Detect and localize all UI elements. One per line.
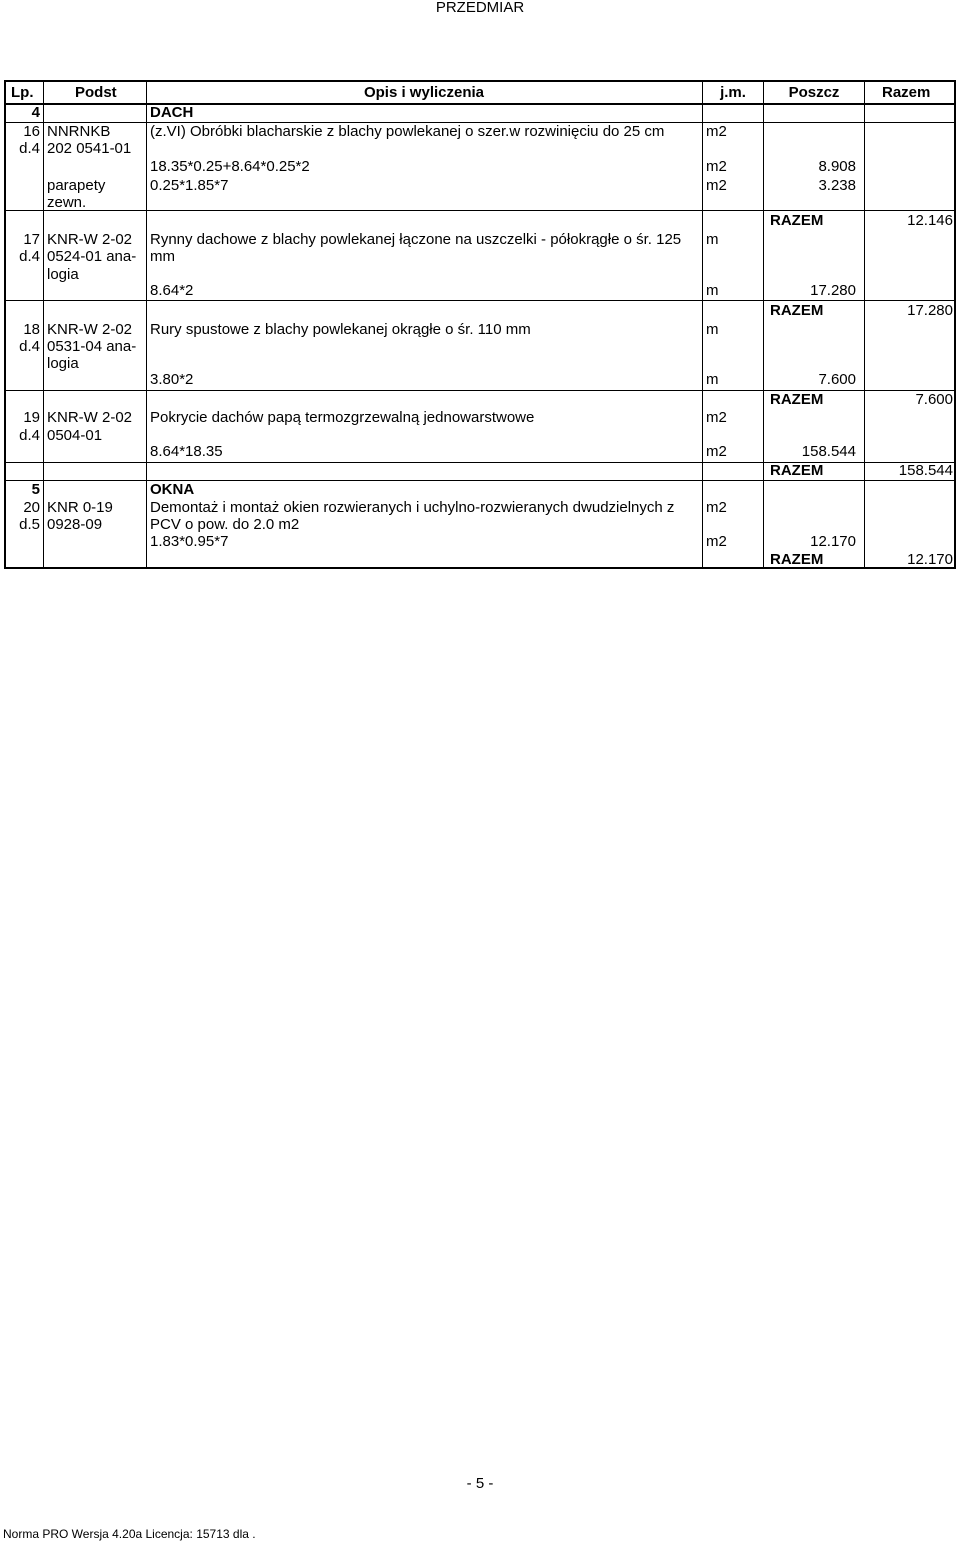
unit: m <box>706 321 719 338</box>
column-divider <box>763 82 764 567</box>
basis-code: logia <box>47 355 79 372</box>
position-number: 18 <box>23 321 40 338</box>
basis-code: KNR-W 2-02 <box>47 409 133 426</box>
col-header-poszcz: Poszcz <box>788 84 840 101</box>
unit: m2 <box>706 409 727 426</box>
row-divider <box>6 480 954 481</box>
position-number: 19 <box>23 409 40 426</box>
calculation: 0.25*1.85*7 <box>150 177 229 194</box>
total-value: 12.170 <box>907 551 953 568</box>
total-label: RAZEM <box>770 462 824 479</box>
col-header-podst: Podst <box>75 84 117 101</box>
unit: m2 <box>706 443 727 460</box>
row-divider <box>6 300 954 301</box>
item-description: mm <box>150 248 175 265</box>
section-title: DACH <box>150 104 194 121</box>
total-value: 7.600 <box>915 391 953 408</box>
col-header-lp: Lp. <box>11 84 34 101</box>
position-number: 16 <box>23 123 40 140</box>
unit: m <box>706 371 719 388</box>
item-description: Rury spustowe z blachy powlekanej okrągłe o śr. 110 mm <box>150 321 531 338</box>
column-divider <box>702 82 703 567</box>
basis-code: NNRNKB <box>47 123 111 140</box>
basis-code: KNR-W 2-02 <box>47 321 133 338</box>
col-header-jm: j.m. <box>720 84 746 101</box>
page-number: - 5 - <box>466 1475 494 1492</box>
column-divider <box>43 82 44 567</box>
position-number: 17 <box>23 231 40 248</box>
basis-note: parapety <box>47 177 106 194</box>
calculation: 8.64*2 <box>150 282 194 299</box>
col-header-opis: Opis i wyliczenia <box>363 84 485 101</box>
partial-value: 158.544 <box>801 443 856 460</box>
total-value: 158.544 <box>898 462 953 479</box>
partial-value: 17.280 <box>810 282 856 299</box>
unit: m2 <box>706 499 727 516</box>
page-title: PRZEDMIAR <box>435 0 525 16</box>
section-number: 4 <box>31 104 40 121</box>
basis-code: 0531-04 ana- <box>47 338 137 355</box>
basis-code: 0524-01 ana- <box>47 248 137 265</box>
section-title: OKNA <box>150 481 195 498</box>
item-description: (z.VI) Obróbki blacharskie z blachy powlekanej o szer.w rozwinięciu do 25 cm <box>150 123 665 140</box>
position-number: 20 <box>23 499 40 516</box>
basis-code: KNR-W 2-02 <box>47 231 133 248</box>
calculation: 8.64*18.35 <box>150 443 223 460</box>
unit: m2 <box>706 158 727 175</box>
basis-code: KNR 0-19 <box>47 499 113 516</box>
total-label: RAZEM <box>770 302 824 319</box>
unit: m2 <box>706 123 727 140</box>
basis-code: 0504-01 <box>47 427 103 444</box>
column-divider <box>146 82 147 567</box>
section-number: 5 <box>31 481 40 498</box>
total-value: 17.280 <box>907 302 953 319</box>
col-header-razem: Razem <box>882 84 931 101</box>
calculation: 1.83*0.95*7 <box>150 533 229 550</box>
basis-code: 202 0541-01 <box>47 140 132 157</box>
item-description: Rynny dachowe z blachy powlekanej łączone na uszczelki - półokrągłe o śr. 125 <box>150 231 682 248</box>
partial-value: 7.600 <box>818 371 856 388</box>
basis-note: zewn. <box>47 194 87 211</box>
position-chapter: d.4 <box>19 248 40 265</box>
item-description: Demontaż i montaż okien rozwieranych i uchylno-rozwieranych dwudzielnych z <box>150 499 675 516</box>
calculation: 3.80*2 <box>150 371 194 388</box>
position-chapter: d.4 <box>19 427 40 444</box>
total-label: RAZEM <box>770 551 824 568</box>
unit: m2 <box>706 177 727 194</box>
calculation: 18.35*0.25+8.64*0.25*2 <box>150 158 310 175</box>
item-description: Pokrycie dachów papą termozgrzewalną jednowarstwowe <box>150 409 535 426</box>
partial-value: 8.908 <box>818 158 856 175</box>
partial-value: 12.170 <box>810 533 856 550</box>
basis-code: 0928-09 <box>47 516 103 533</box>
total-label: RAZEM <box>770 212 824 229</box>
unit: m <box>706 231 719 248</box>
position-chapter: d.4 <box>19 140 40 157</box>
total-label: RAZEM <box>770 391 824 408</box>
unit: m2 <box>706 533 727 550</box>
basis-code: logia <box>47 266 79 283</box>
license-note: Norma PRO Wersja 4.20a Licencja: 15713 dla . <box>3 1527 256 1541</box>
item-description: PCV o pow. do 2.0 m2 <box>150 516 300 533</box>
total-value: 12.146 <box>907 212 953 229</box>
position-chapter: d.5 <box>19 516 40 533</box>
column-divider <box>864 82 865 567</box>
partial-value: 3.238 <box>818 177 856 194</box>
header-divider <box>6 103 954 105</box>
cost-estimate-table <box>4 80 956 569</box>
row-divider <box>6 210 954 211</box>
position-chapter: d.4 <box>19 338 40 355</box>
unit: m <box>706 282 719 299</box>
